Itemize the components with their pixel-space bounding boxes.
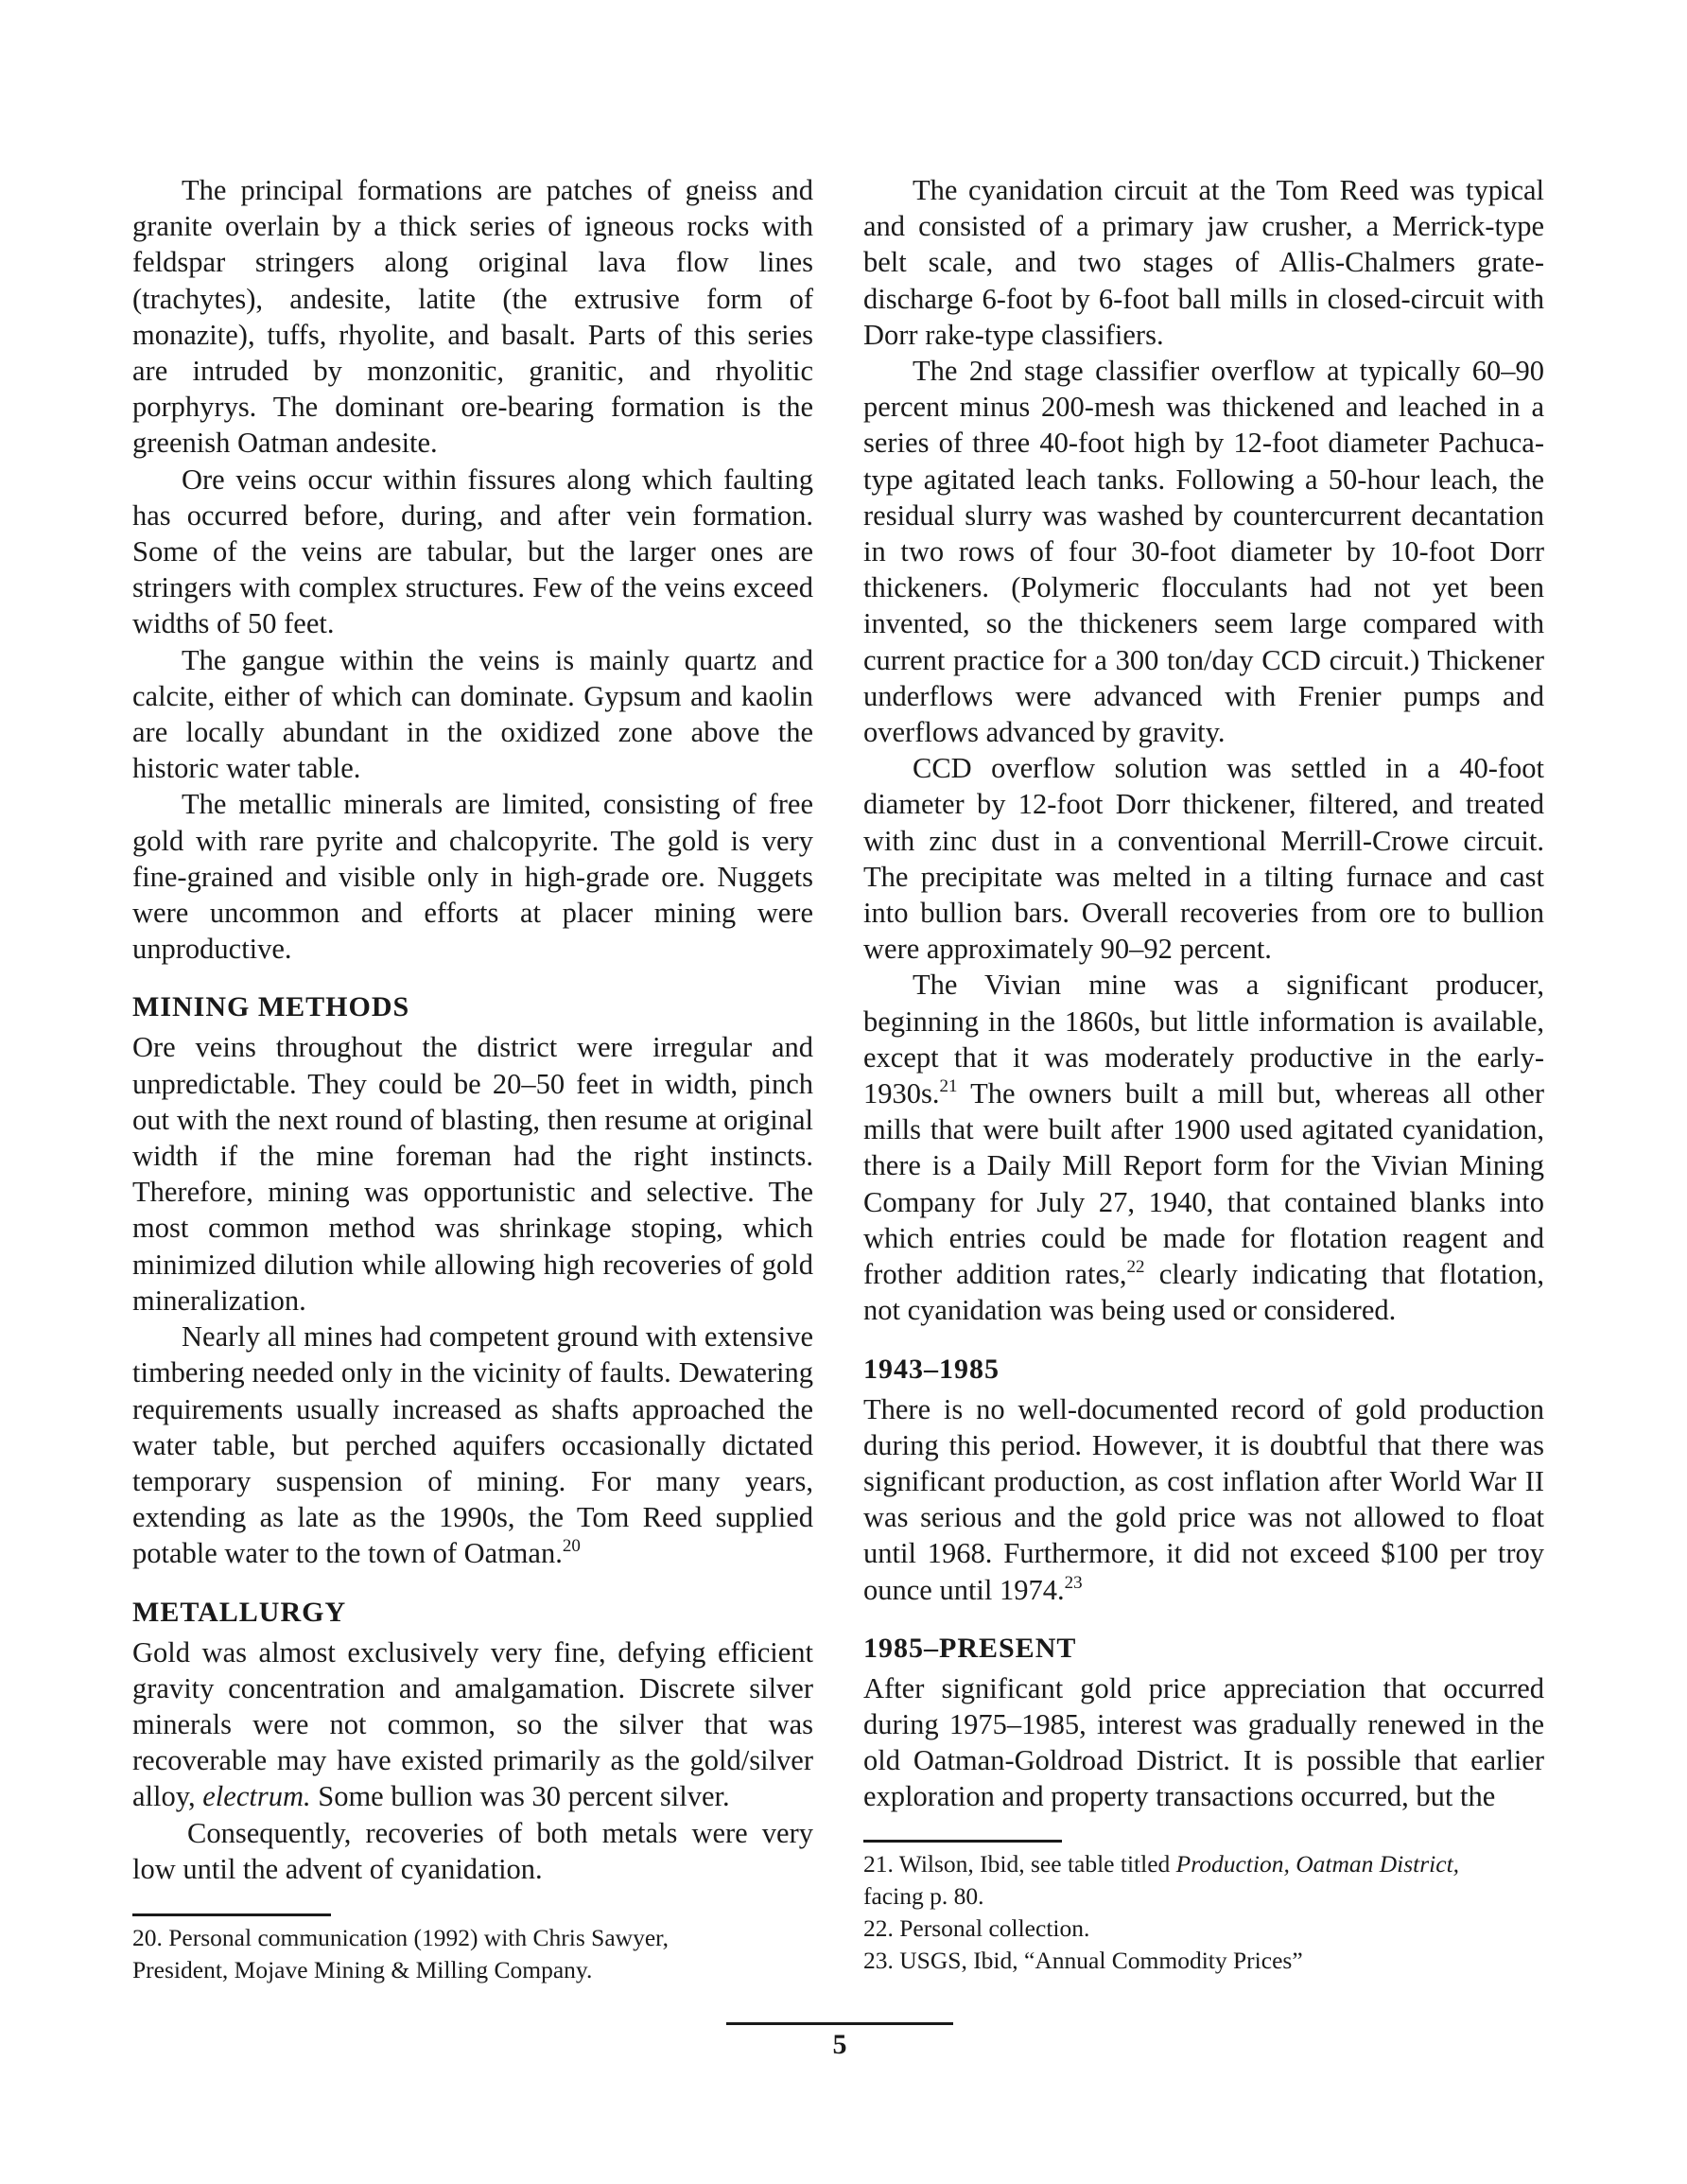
- right-column: [863, 172, 1544, 1815]
- footnote-21-line: facing p. 80.: [863, 1882, 984, 1910]
- footnote-ref-22[interactable]: 22: [1126, 1257, 1145, 1278]
- section-heading-1943-1985: 1943–1985: [863, 1353, 1000, 1385]
- paragraph: Consequently, recoveries of both metals were very low until the advent of cyanidation.: [132, 1816, 813, 1885]
- paragraph: CCD overflow solution was settled in a 40-foot diameter by 12-foot Dorr thickener, filtered, and treated with zinc dust in a conventional Merrill-Crowe circuit. The precipitate was melted in a tilting furnace and cast into bullion bars. Overall recoveries from ore to bullion were approximately 90–92 percent.: [863, 752, 1544, 966]
- section-heading-mining-methods: MINING METHODS: [132, 991, 410, 1023]
- paragraph-text: The owners built a mill but, whereas all other mills that were built after 1900 used agitated cyanidation, there is a Daily Mill Report form for the Vivian Mining Company for July 27, 1940, that contained blanks into which entries could be made for flotation reagent and frother addition rates,: [863, 1077, 1544, 1291]
- left-column: [132, 172, 813, 1887]
- paragraph: The cyanidation circuit at the Tom Reed was typical and consisted of a primary jaw crusher, a Merrick-type belt scale, and two stages of Allis-Chalmers grate-discharge 6-foot by 6-foot ball mills in closed-circuit with Dorr rake-type classifiers.: [863, 174, 1544, 351]
- paragraph-text: Some bullion was 30 percent silver.: [310, 1780, 730, 1813]
- footnote-21-line: [863, 1848, 1544, 1880]
- paragraph: After significant gold price appreciation that occurred during 1975–1985, interest was gradually renewed in the old Oatman-Goldroad District. It is possible that earlier exploration and property transactions occurred, but the: [863, 1671, 1544, 1813]
- paragraph-text: The Vivian mine was a significant producer, beginning in the 1860s, but little information is available, except that it was moderately productive in the early-1930s.: [863, 969, 1544, 1110]
- paragraph: Ore veins occur within fissures along which faulting has occurred before, during, and after vein formation. Some of the veins are tabular, but the larger ones are stringers with complex structures. Few of the veins exceed widths of 50 feet.: [132, 463, 813, 640]
- paragraph: The gangue within the veins is mainly quartz and calcite, either of which can dominate. Gypsum and kaolin are locally abundant in the oxidized zone above the historic water table.: [132, 643, 813, 785]
- paragraph: [132, 1634, 813, 1815]
- footnote-20-line: President, Mojave Mining & Milling Company.: [132, 1956, 593, 1983]
- footnote-ref-23[interactable]: 23: [1064, 1572, 1083, 1593]
- footnotes-right: [863, 1840, 1544, 1977]
- paragraph-text: Nearly all mines had competent ground with extensive timbering needed only in the vicinity of faults. Dewatering requirements usually increased as shafts approached the water table, but perched aquifers occasionally dictated temporary suspension of mining. For many years, extending as late as the 1990s, the Tom Reed supplied potable water to the town of Oatman.: [132, 1320, 813, 1570]
- paragraph-text: There is no well-documented record of gold production during this period. However, it is doubtful that there was significant production, as cost inflation after World War II was serious and the gold price was not allowed to float until 1968. Furthermore, it did not exceed $100 per troy ounce until 1974.: [863, 1392, 1544, 1606]
- paragraph: The 2nd stage classifier overflow at typically 60–90 percent minus 200-mesh was thickened and leached in a series of three 40-foot high by 12-foot diameter Pachuca-type agitated leach tanks. Following a 50-hour leach, the residual slurry was washed by countercurrent decantation in two rows of four 30-foot diameter by 10-foot Dorr thickeners. (Polymeric flocculants had not yet been invented, so the thickeners seem large compared with current practice for a 300 ton/day CCD circuit.) Thickener underflows were advanced with Frenier pumps and overflows advanced by gravity.: [863, 355, 1544, 749]
- section-heading-1985-present: 1985–PRESENT: [863, 1632, 1077, 1664]
- paragraph-text: Gold was almost exclusively very fine, defying efficient gravity concentration and amalgamation. Discrete silver minerals were not common, so the silver that was recoverable may have existed primarily as the gold/silver alloy,: [132, 1635, 813, 1813]
- paragraph: [132, 1319, 813, 1571]
- footnote-22: 22. Personal collection.: [863, 1914, 1090, 1942]
- footnote-21-text: 21. Wilson, Ibid, see table titled: [863, 1850, 1176, 1878]
- footnote-ref-20[interactable]: 20: [562, 1536, 581, 1557]
- paragraph: Ore veins throughout the district were irregular and unpredictable. They could be 20–50 feet in width, pinch out with the next round of blasting, then resume at original width if the mine foreman had the right instincts. Therefore, mining was opportunistic and selective. The most common method was shrinkage stoping, which minimized dilution while allowing high recoveries of gold mineralization.: [132, 1031, 813, 1317]
- footnote-20-line: 20. Personal communication (1992) with Chris Sawyer,: [132, 1924, 669, 1951]
- section-heading-metallurgy: METALLURGY: [132, 1596, 347, 1628]
- footnote-21-title: Production, Oatman District,: [1175, 1850, 1460, 1878]
- footnote-23: 23. USGS, Ibid, “Annual Commodity Prices”: [863, 1947, 1303, 1974]
- footnote-divider: [132, 1913, 331, 1916]
- page-number: 5: [832, 2029, 847, 2060]
- footnote-divider: [863, 1840, 1062, 1843]
- paragraph: [863, 967, 1544, 1328]
- footnotes-left: [132, 1913, 813, 1986]
- paragraph: [863, 1391, 1544, 1608]
- paragraph: The principal formations are patches of gneiss and granite overlain by a thick series of igneous rocks with feldspar stringers along original lava flow lines (trachytes), andesite, latite (the extrusive form of monazite), tuffs, rhyolite, and basalt. Parts of this series are intruded by monzonitic, granitic, and rhyolitic porphyrys. The dominant ore-bearing formation is the greenish Oatman andesite.: [132, 174, 813, 460]
- page-number-rule: [726, 2022, 953, 2025]
- paragraph: The metallic minerals are limited, consisting of free gold with rare pyrite and chalcopyrite. The gold is very fine-grained and visible only in high-grade ore. Nuggets were uncommon and efforts at placer mining were unproductive.: [132, 788, 813, 966]
- paragraph-text: clearly indicating that flotation, not cyanidation was being used or considered.: [863, 1258, 1544, 1327]
- emphasis-electrum: electrum.: [202, 1780, 311, 1813]
- footnote-ref-21[interactable]: 21: [939, 1076, 958, 1097]
